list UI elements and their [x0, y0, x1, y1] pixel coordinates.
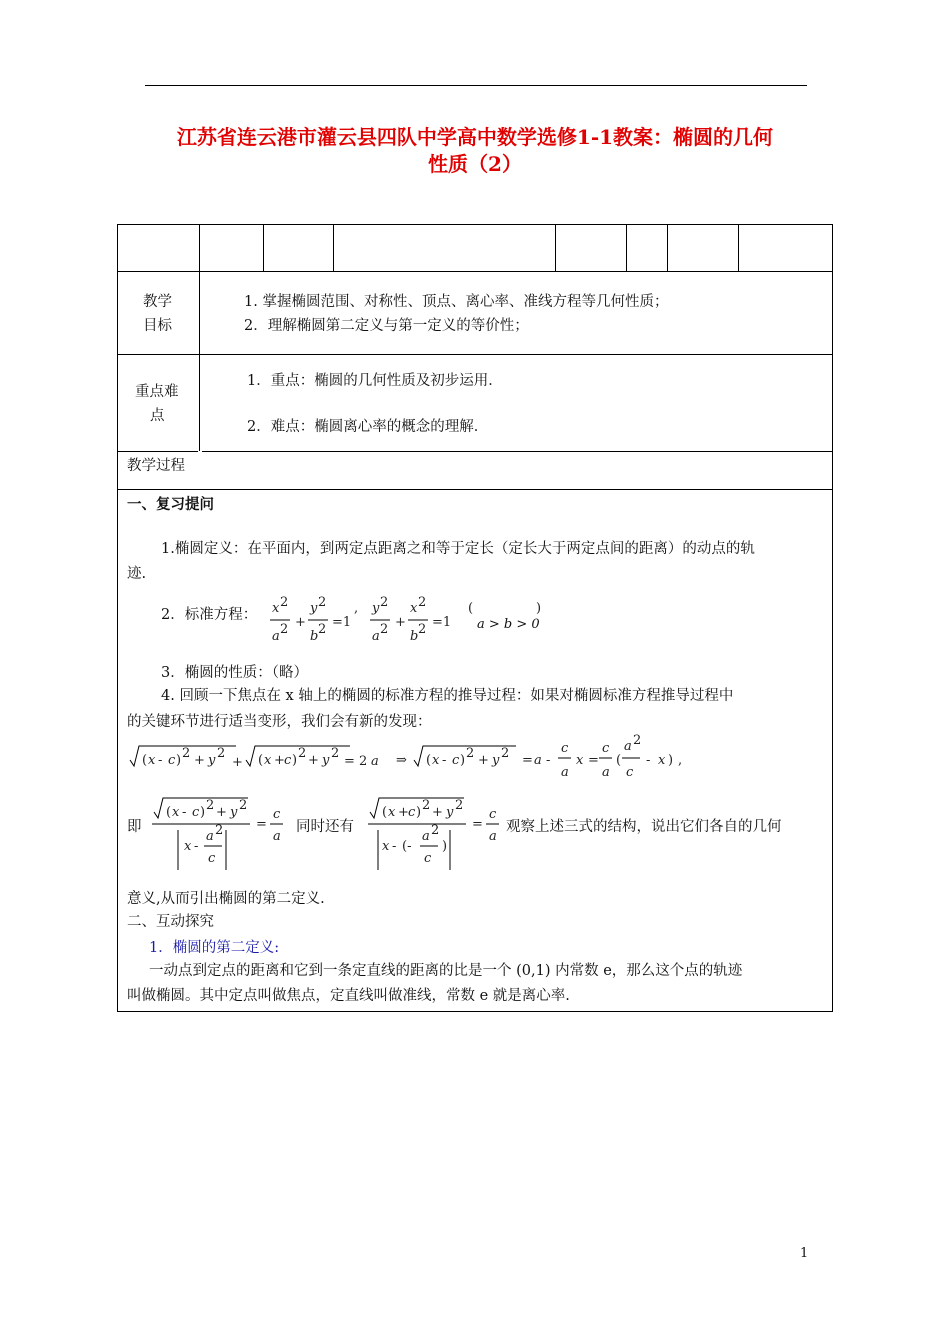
- svg-text:+: +: [478, 753, 489, 768]
- svg-text:x: x: [148, 753, 156, 768]
- item2-condition: a > b > 0: [477, 617, 540, 632]
- svg-text:2: 2: [182, 746, 191, 761]
- svg-text:y: y: [446, 805, 454, 820]
- svg-text:(: (: [142, 753, 148, 768]
- svg-text:2: 2: [239, 798, 248, 813]
- svg-text:): ): [536, 601, 542, 616]
- svg-text:): ): [460, 753, 466, 768]
- svg-text:y: y: [492, 753, 500, 768]
- item1-line1: 1.椭圆定义：在平面内，到两定点距离之和等于定长（定长大于两定点间的距离）的动点的轨: [161, 541, 755, 557]
- svg-text:-: -: [546, 753, 551, 768]
- section2-heading: 二、互动探究: [127, 914, 214, 930]
- svg-text:+: +: [216, 805, 227, 820]
- ratio-formula-2: [366, 796, 506, 876]
- svg-text:2: 2: [418, 595, 427, 610]
- table-rule-row2: [117, 354, 833, 355]
- svg-text:-: -: [182, 805, 187, 820]
- svg-text:a: a: [422, 829, 430, 844]
- svg-text:2: 2: [466, 746, 475, 761]
- svg-text:b: b: [310, 629, 319, 644]
- svg-text:c: c: [408, 805, 416, 820]
- svg-text:2: 2: [206, 798, 215, 813]
- key-label-1: 重点难: [135, 384, 179, 400]
- svg-text:+: +: [274, 753, 285, 768]
- table-rule-row1: [117, 271, 833, 272]
- svg-text:a: a: [206, 829, 214, 844]
- svg-text:-: -: [646, 753, 651, 768]
- item4-line1: 4. 回顾一下焦点在 x 轴上的椭圆的标准方程的推导过程：如果对椭圆标准方程推导过程中: [161, 688, 734, 704]
- svg-text:): ): [416, 805, 422, 820]
- svg-text:x: x: [264, 753, 272, 768]
- svg-text:2: 2: [422, 798, 431, 813]
- svg-text:+: +: [432, 805, 443, 820]
- svg-text:2: 2: [380, 622, 389, 637]
- svg-text:(: (: [258, 753, 264, 768]
- svg-text:2: 2: [280, 595, 289, 610]
- title-line-1: 江苏省连云港市灌云县四队中学高中数学选修1-1教案：椭圆的几何: [176, 125, 774, 149]
- svg-text:c: c: [602, 741, 610, 756]
- svg-text:,: ,: [678, 753, 683, 768]
- item4-line2: 的关键环节进行适当变形，我们会有新的发现：: [127, 714, 432, 730]
- svg-text:a: a: [372, 629, 380, 644]
- svg-text:x: x: [172, 805, 180, 820]
- svg-text:): ): [292, 753, 298, 768]
- svg-text:x: x: [272, 601, 280, 616]
- svg-text:(: (: [166, 805, 172, 820]
- svg-text:): ): [200, 805, 206, 820]
- ratio-prefix: 即: [127, 819, 142, 835]
- goal-label-1: 教学: [143, 294, 172, 310]
- svg-text:-: -: [158, 753, 163, 768]
- svg-text:c: c: [626, 765, 634, 780]
- svg-text:+: +: [398, 805, 409, 820]
- svg-text:y: y: [230, 805, 238, 820]
- svg-text:2: 2: [318, 595, 327, 610]
- svg-text:=: =: [256, 817, 267, 832]
- item3: 3．椭圆的性质：（略）: [161, 665, 308, 681]
- svg-text:(: (: [426, 753, 432, 768]
- svg-text:a: a: [272, 629, 280, 644]
- item2-label: 2．标准方程：: [161, 607, 258, 623]
- key-item-1: 1．重点：椭圆的几何性质及初步运用．: [247, 373, 503, 389]
- svg-text:2: 2: [455, 798, 464, 813]
- goal-item-1: 1. 掌握椭圆范围、对称性、顶点、离心率、准线方程等几何性质；: [244, 294, 669, 310]
- ratio-line2: 意义,从而引出椭圆的第二定义.: [127, 891, 325, 907]
- svg-text:c: c: [424, 851, 432, 866]
- svg-text:+: +: [308, 753, 319, 768]
- table-col-rule: [199, 224, 200, 454]
- svg-text:a: a: [489, 829, 497, 844]
- svg-text:-: -: [194, 839, 199, 854]
- table-col-rule: [555, 224, 556, 271]
- svg-text:y: y: [208, 753, 216, 768]
- svg-text:a: a: [273, 829, 281, 844]
- svg-text:a: a: [561, 765, 569, 780]
- svg-text:c: c: [208, 851, 216, 866]
- svg-text:): ): [442, 839, 448, 854]
- svg-text:y: y: [322, 753, 330, 768]
- svg-text:x: x: [184, 839, 192, 854]
- key-label-2: 点: [150, 408, 165, 424]
- ratio-suffix: 观察上述三式的结构，说出它们各自的几何: [506, 819, 782, 835]
- item1-line2: 迹.: [127, 566, 147, 582]
- table-rule-row4: [117, 489, 833, 490]
- goal-item-2: 2．理解椭圆第二定义与第一定义的等价性；: [244, 318, 529, 334]
- document-title: [120, 124, 830, 178]
- svg-text:(: (: [616, 753, 622, 768]
- svg-text:2: 2: [298, 746, 307, 761]
- second-definition-line1: 一动点到定点的距离和它到一条定直线的距离的比是一个 (0,1) 内常数 e，那么这个点的轨迹: [149, 963, 743, 979]
- svg-text:(: (: [468, 601, 474, 616]
- svg-text:+: +: [395, 615, 406, 630]
- second-definition-line2: 叫做椭圆。其中定点叫做焦点，定直线叫做准线，常数 e 就是离心率.: [127, 988, 570, 1004]
- key-item-2: 2．难点：椭圆离心率的概念的理解．: [247, 419, 489, 435]
- process-label: 教学过程: [127, 458, 185, 474]
- svg-text:x: x: [388, 805, 396, 820]
- second-definition-title: 1．椭圆的第二定义:: [149, 940, 280, 956]
- svg-text:x: x: [410, 601, 418, 616]
- svg-text:c: c: [561, 741, 569, 756]
- svg-text:2: 2: [318, 622, 327, 637]
- svg-text:c: c: [168, 753, 176, 768]
- table-col-rule: [333, 224, 334, 271]
- svg-text:x: x: [658, 753, 666, 768]
- svg-text:x: x: [576, 753, 584, 768]
- svg-text:): ): [176, 753, 182, 768]
- svg-text:c: c: [273, 807, 281, 822]
- table-col-rule: [738, 224, 739, 271]
- svg-text:2: 2: [280, 622, 289, 637]
- svg-text:2: 2: [215, 823, 224, 838]
- ratio-middle: 同时还有: [296, 819, 354, 835]
- svg-text:c: c: [489, 807, 497, 822]
- svg-text:=1: =1: [332, 615, 352, 630]
- svg-text:a: a: [602, 765, 610, 780]
- page-number: 1: [800, 1246, 809, 1261]
- svg-text:2: 2: [331, 746, 340, 761]
- section1-heading: 一、复习提问: [127, 496, 214, 513]
- svg-text:y: y: [310, 601, 318, 616]
- svg-text:2: 2: [501, 746, 510, 761]
- derivation-equation: [128, 733, 708, 784]
- svg-text:+: +: [232, 755, 243, 770]
- table-col-rule: [263, 224, 264, 271]
- svg-text:b: b: [410, 629, 419, 644]
- svg-text:x: x: [432, 753, 440, 768]
- table-col-rule: [667, 224, 668, 271]
- svg-text:2: 2: [380, 595, 389, 610]
- svg-text:=: =: [472, 817, 483, 832]
- svg-text:a: a: [624, 739, 632, 754]
- svg-text:= 2: = 2: [344, 754, 368, 769]
- svg-text:a: a: [534, 753, 542, 768]
- svg-text:(: (: [382, 805, 388, 820]
- table-col-rule: [626, 224, 627, 271]
- svg-text:c: c: [452, 753, 460, 768]
- svg-text:c: c: [284, 753, 292, 768]
- svg-text:(-: (-: [402, 839, 412, 854]
- svg-text:2: 2: [431, 823, 440, 838]
- goal-label-2: 目标: [143, 318, 172, 334]
- svg-text:y: y: [372, 601, 380, 616]
- svg-text:a: a: [371, 754, 379, 769]
- svg-text:,: ,: [354, 601, 359, 616]
- svg-text:+: +: [295, 615, 306, 630]
- svg-text:c: c: [192, 805, 200, 820]
- ratio-formula-1: [150, 796, 290, 876]
- svg-text:x: x: [382, 839, 390, 854]
- svg-text:=: =: [588, 753, 599, 768]
- svg-text:⇒: ⇒: [396, 753, 407, 768]
- svg-text:2: 2: [217, 746, 226, 761]
- svg-text:+: +: [194, 753, 205, 768]
- table-rule-row3: [117, 451, 833, 452]
- svg-text:2: 2: [418, 622, 427, 637]
- svg-text:-: -: [392, 839, 397, 854]
- title-line-2: 性质（2）: [428, 152, 522, 176]
- svg-text:2: 2: [633, 733, 642, 748]
- svg-text:=1: =1: [432, 615, 452, 630]
- header-rule: [145, 85, 807, 86]
- svg-text:-: -: [442, 753, 447, 768]
- svg-text:): ): [668, 753, 674, 768]
- svg-text:=: =: [522, 753, 533, 768]
